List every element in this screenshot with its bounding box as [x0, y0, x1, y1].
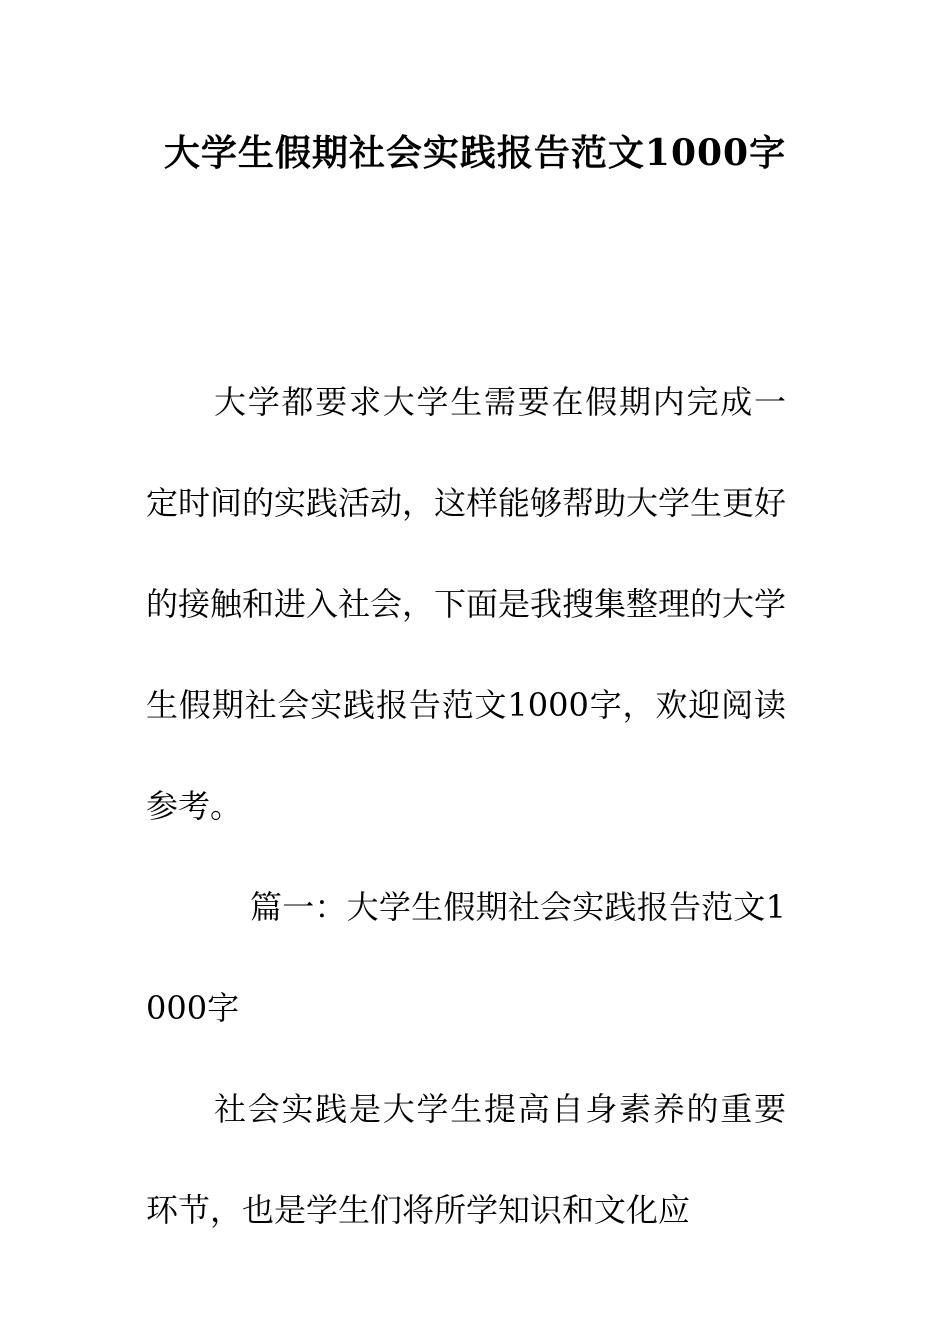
intro-paragraph: 大学都要求大学生需要在假期内完成一定时间的实践活动，这样能够帮助大学生更好的接触和进入社会，下面是我搜集整理的大学生假期社会实践报告范文1000字，欢迎阅读参考。 [146, 383, 787, 825]
section-1-paragraph: 社会实践是大学生提高自身素养的重要环节，也是学生们将所学知识和文化应 [146, 1090, 786, 1229]
section-heading-1: 篇一：大学生假期社会实践报告范文1000字 [146, 888, 786, 1027]
document-body [146, 352, 786, 1261]
document-title: 大学生假期社会实践报告范文1000字 [163, 132, 787, 174]
